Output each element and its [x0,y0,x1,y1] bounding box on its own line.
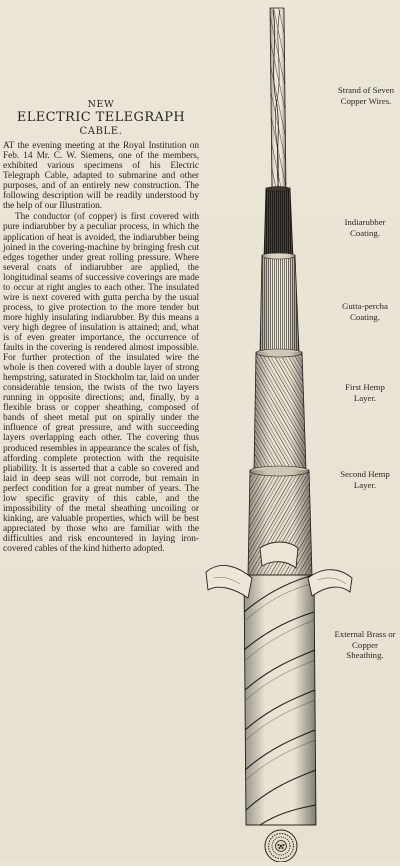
article-title: ELECTRIC TELEGRAPH [16,109,186,125]
cable-illustration [200,0,400,862]
cable-cross-section [265,830,297,862]
article-paragraph-2: The conductor (of copper) is first covered with pure indiarubber by a peculiar process, in which the application of heat is avoided, the indiarubber being joined in the covering-machine by bringing fresh cut edges together under great rolling pressure. Where several coats of indiarubber are applied, the longitudinal seams of successive coverings are made to occur at right angles to each other. The insulated wire is next covered with gutta percha by the usual process, to give protection to the more tender but more highly insulating indiarubber. By this means a very high degree of insulation is attained; and, what is of even greater importance, the occurrence of faults in the covering is rendered almost impossible. For further protection of the insulated wire the whole is then covered with a double layer of strong hempstring, saturated in Stockholm tar, laid on under considerable tension, the twists of the two layers running in opposite directions; and, finally, by a flexible brass or copper sheathing, composed of bands of sheet metal put on spirally under the influence of great pressure, and with succeeding layers overlapping each other. The covering thus produced resembles in appearance the scales of fish, affording complete protection with the requisite pliability. It is asserted that a cable so covered and laid in deep seas will not corrode, but remain in perfect condition for a great number of years. The low specific gravity of this cable, and the impossibility of the metal sheathing uncoiling or kinking, are valuable properties, which will be best appreciated by those who are familiar with the difficulties and risk encountered in laying iron-covered cables of the kind hitherto adopted. [3,212,200,554]
label-sheathing: External Brass or Copper Sheathing. [334,629,396,660]
indiarubber-layer [264,187,293,259]
article-subtitle: CABLE. [79,125,123,137]
article-heading [3,100,199,137]
article-column [3,100,199,554]
copper-strand [270,8,286,192]
article-kicker: NEW [87,99,115,110]
label-second-hemp: Second Hemp Layer. [340,469,390,490]
first-hemp-layer [254,349,306,470]
article-body [3,141,199,554]
label-indiarubber: Indiarubber Coating. [344,217,386,238]
gutta-percha-layer [260,253,299,352]
cable-engraving [200,0,400,862]
label-strand: Strand of Seven Copper Wires. [337,85,395,106]
article-paragraph-1: AT the evening meeting at the Royal Institution on Feb. 14 Mr. C. W. Siemens, one of the members, exhibited various specimens of his Electric Telegraph Cable, adapted to submarine and other purposes, and of an entirely new construction. The following description will be readily understood by the help of our Illustration. [3,141,199,212]
label-gutta-percha: Gutta-percha Coating. [342,301,388,322]
label-first-hemp: First Hemp Layer. [345,382,385,403]
external-sheathing [206,542,352,825]
